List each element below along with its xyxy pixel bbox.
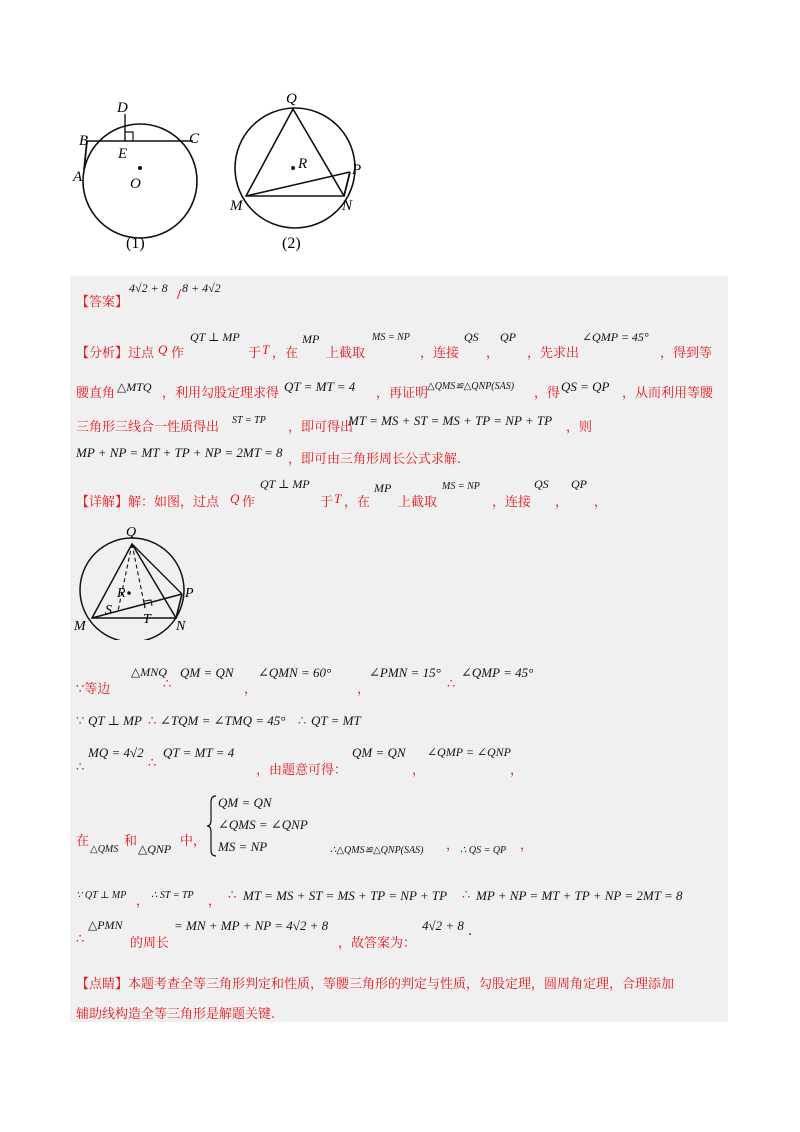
analysis-text: 上截取 [326, 346, 366, 361]
detail-math: QM = QN [180, 665, 234, 680]
detail-math: QM = QN [352, 745, 406, 760]
detail-math: ∵ QT ⊥ MP [76, 890, 127, 901]
detail-text: ， [412, 763, 426, 778]
detail-text: ，在 [344, 495, 371, 510]
fig3-label-M: M [74, 619, 86, 634]
system-brace [206, 794, 218, 858]
detail-text: ∴ [76, 932, 85, 947]
analysis-math: QT ⊥ MP [190, 330, 240, 344]
detail-text: ∴ [76, 760, 85, 775]
detail-text: 上截取 [398, 495, 438, 510]
analysis-text: ， [486, 346, 500, 361]
comment-line-1: 本题考查全等三角形判定和性质，等腰三角形的判定与性质，勾股定理，圆周角定理，合理添加 [128, 977, 675, 992]
answer-sep: / [177, 287, 182, 301]
detail-text: 和 [124, 834, 138, 849]
detail-text: 中， [180, 834, 207, 849]
analysis-math: △QMS≌△QNP(SAS) [427, 381, 515, 392]
fig2-label-M: M [230, 198, 243, 214]
fig2-label-N: N [342, 198, 353, 214]
detail-math: △PMN [88, 918, 123, 932]
detail-math: MS = NP [442, 481, 480, 492]
fig3-label-R: R [117, 586, 126, 601]
detail-math: QT = MT [311, 713, 361, 728]
analysis-text: ，则 [566, 420, 593, 435]
answer-tag: 【答案】 [76, 295, 129, 310]
detail-text: ∵等边 [76, 682, 111, 697]
analysis-text: ，即可得出 [288, 420, 354, 435]
detail-math: ∴△QMS≌△QNP(SAS) [330, 845, 424, 856]
analysis-math: MS = NP [372, 332, 410, 343]
analysis-math: T [262, 342, 270, 357]
detail-text: ∴ [228, 888, 237, 903]
analysis-math: QS [464, 330, 479, 344]
detail-math: QP [571, 477, 587, 491]
analysis-text: ，连接 [420, 346, 460, 361]
analysis-math: MP [302, 332, 320, 346]
detail-text: . [468, 924, 473, 939]
detail-math: MQ = 4√2 [88, 745, 144, 760]
analysis-math: QT = MT = 4 [284, 379, 356, 394]
fig3-label-S: S [105, 603, 112, 618]
figure-3-construction [72, 520, 212, 640]
analysis-math: Q [158, 342, 168, 357]
analysis-math: QP [500, 330, 516, 344]
analysis-text: 作 [171, 346, 185, 361]
detail-text: ，连接 [492, 495, 532, 510]
detail-math: △MNQ [131, 665, 167, 679]
comment-tag: 【点睛】 [76, 977, 129, 992]
analysis-text: ，得 [534, 386, 561, 401]
detail-text: ， [446, 838, 460, 853]
analysis-text: ，从而利用等腰 [622, 386, 714, 401]
analysis-text: 于 [248, 346, 262, 361]
fig2-label-R: R [298, 156, 308, 172]
detail-text: ， [208, 894, 222, 909]
detail-math: ∴ QS = QP [460, 845, 507, 856]
answer-value-2: 8 + 4√2 [182, 281, 221, 295]
fig1-label-B: B [79, 133, 89, 149]
detail-math: △QMS [90, 844, 119, 855]
fig3-label-Q: Q [126, 525, 137, 540]
detail-text: 的周长 [130, 936, 170, 951]
detail-math: ∴ ST = TP [151, 890, 194, 901]
detail-math: ∠PMN = 15° [369, 665, 441, 680]
analysis-text: 三角形三线合一性质得出 [76, 420, 220, 435]
figure-2-triangle-in-circle [220, 88, 380, 258]
detail-math: △QNP [138, 842, 172, 856]
detail-text: ∴ [298, 714, 307, 729]
detail-text: ∴ [148, 756, 157, 771]
detail-math: QS [534, 477, 549, 491]
analysis-tag: 【分析】 [76, 346, 129, 361]
detail-text: ∵ [76, 714, 85, 729]
fig2-label-P: P [352, 162, 362, 178]
fig3-label-P: P [185, 586, 194, 601]
detail-text: 解：如图，过点 [128, 495, 220, 510]
fig1-caption: (1) [126, 235, 145, 252]
fig2-label-Q: Q [286, 91, 297, 107]
answer-value-1: 4√2 + 8 [129, 281, 168, 295]
analysis-math: ST = TP [232, 415, 266, 426]
analysis-math: QS = QP [561, 379, 610, 394]
detail-math: QT ⊥ MP [88, 713, 142, 728]
analysis-text: 腰直角 [76, 386, 116, 401]
detail-math: MS = NP [218, 839, 268, 854]
detail-math: 4√2 + 8 [422, 918, 464, 933]
detail-text: 作 [242, 495, 256, 510]
detail-math: MT = MS + ST = MS + TP = NP + TP [243, 888, 448, 903]
detail-text: ， [520, 838, 534, 853]
fig1-label-E: E [118, 146, 128, 162]
fig1-label-O: O [130, 176, 141, 192]
detail-math: T [334, 491, 342, 506]
detail-text: ， [510, 763, 524, 778]
detail-tag: 【详解】 [76, 495, 129, 510]
analysis-text: ，利用勾股定理求得 [162, 386, 280, 401]
detail-math: ∠QMP = ∠QNP [427, 745, 511, 759]
detail-math: ∠QMN = 60° [258, 665, 332, 680]
detail-text: ， [555, 495, 569, 510]
detail-text: ， [357, 682, 371, 697]
analysis-math: MT = MS + ST = MS + TP = NP + TP [348, 413, 553, 428]
comment-line-2: 辅助线构造全等三角形是解题关键. [76, 1007, 276, 1022]
fig1-label-D: D [117, 100, 128, 116]
analysis-math: ∠QMP = 45° [582, 330, 649, 344]
detail-math: ∠QMP = 45° [461, 665, 534, 680]
detail-text: ，由题意可得： [256, 763, 348, 778]
detail-text: 于 [320, 495, 334, 510]
fig1-label-C: C [189, 131, 200, 147]
analysis-text: ，得到等 [660, 346, 713, 361]
detail-math: QM = QN [218, 795, 272, 810]
detail-math: Q [230, 491, 240, 506]
detail-math: QT ⊥ MP [260, 477, 310, 491]
detail-text: ， [136, 894, 150, 909]
figure-1-circle-chord [60, 88, 220, 258]
fig3-label-N: N [176, 619, 186, 634]
detail-math: ∠QMS = ∠QNP [218, 817, 308, 832]
detail-math: ∠TQM = ∠TMQ = 45° [160, 713, 286, 728]
detail-text: 在 [76, 834, 90, 849]
fig3-label-T: T [143, 612, 151, 627]
analysis-text: ，先求出 [527, 346, 580, 361]
detail-text: ， [244, 682, 258, 697]
analysis-math: △MTQ [117, 380, 152, 394]
analysis-text: ，在 [272, 346, 299, 361]
detail-math: MP + NP = MT + TP + NP = 2MT = 8 [476, 888, 683, 903]
detail-text: ∴ [148, 714, 157, 729]
detail-text: ∴ [462, 888, 471, 903]
fig1-label-A: A [73, 169, 83, 185]
analysis-text: 过点 [128, 346, 155, 361]
analysis-text: ，再证明 [376, 386, 429, 401]
fig2-caption: (2) [282, 235, 301, 252]
analysis-math: MP + NP = MT + TP + NP = 2MT = 8 [76, 445, 283, 460]
detail-text: ∴ [447, 677, 456, 692]
detail-math: = MN + MP + NP = 4√2 + 8 [174, 918, 329, 933]
detail-text: ， [594, 495, 608, 510]
analysis-text: ，即可由三角形周长公式求解. [288, 452, 462, 467]
detail-math: MP [374, 481, 392, 495]
detail-text: ∴ [163, 677, 172, 692]
detail-text: ，故答案为： [338, 936, 417, 951]
detail-math: QT = MT = 4 [163, 745, 235, 760]
